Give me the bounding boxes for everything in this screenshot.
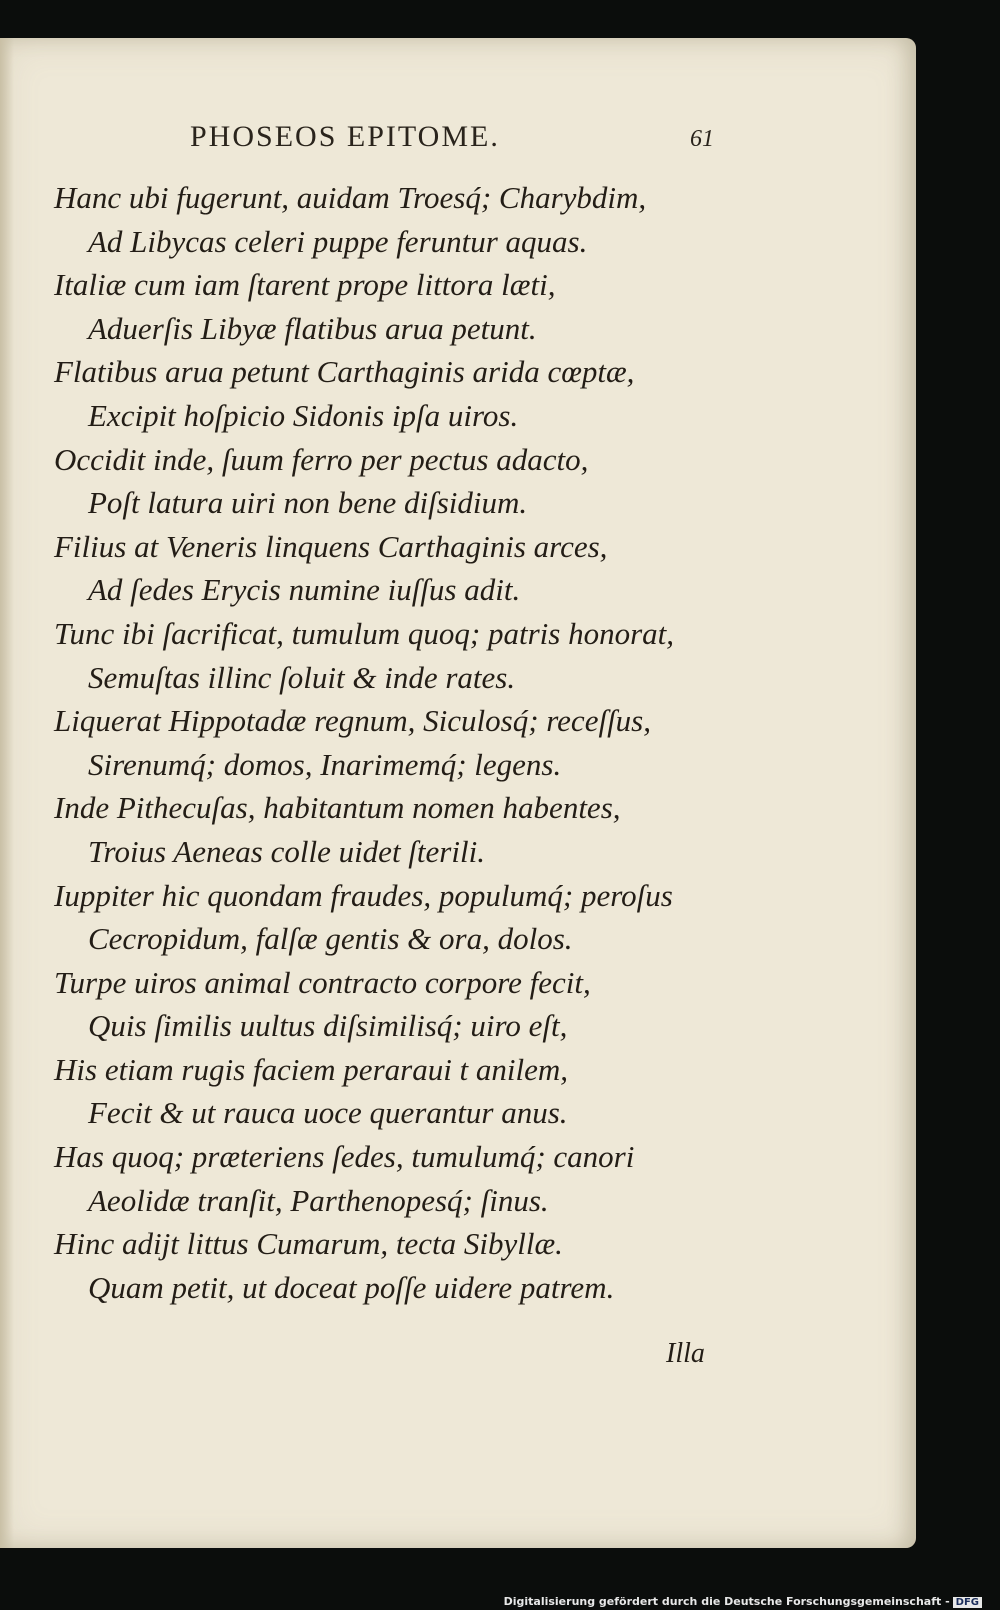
verse-line: Tunc ibi ſacrificat, tumulum quoq; patris honorat, [54,615,675,651]
page-header [180,120,740,170]
verse-line: Hinc adijt littus Cumarum, tecta Sibyllæ. [54,1226,563,1262]
verse-text [54,176,814,1309]
verse-line: Aeolidæ tranſit, Parthenopesq́; ſinus. [88,1182,549,1218]
verse-line: Quis ſimilis uultus diſsimilisq́; uiro eſt, [88,1008,568,1044]
verse-line: Hanc ubi fugerunt, auidam Troesq́; Charybdim, [54,180,647,215]
credit-text: Digitalisierung gefördert durch die Deutsche Forschungsgemeinschaft - [503,1595,950,1608]
running-title: PHOSEOS EPITOME. [190,120,500,153]
verse-line: Poſt latura uiri non bene diſsidium. [88,485,528,521]
verse-line: Italiæ cum iam ſtarent prope littora læti, [54,267,556,303]
verse-line: Excipit hoſpicio Sidonis ipſa uiros. [88,397,519,433]
verse-line: Has quoq; præteriens ſedes, tumulumq́; canori [54,1139,635,1175]
verse-line: Ad ſedes Erycis numine iuſſus adit. [88,572,521,608]
page-number: 61 [690,126,714,152]
verse-line: Quam petit, ut doceat poſſe uidere patrem. [88,1269,615,1305]
verse-line: Liquerat Hippotadæ regnum, Siculosq́; receſſus, [54,703,651,739]
dfg-logo: DFG [953,1597,982,1608]
verse-line: Semuſtas illinc ſoluit & inde rates. [88,659,516,695]
verse-line: Aduerſis Libyæ flatibus arua petunt. [88,310,537,346]
verse-line: Ad Libycas celeri puppe feruntur aquas. [88,223,588,259]
book-page [0,38,916,1548]
verse-line: Turpe uiros animal contracto corpore fecit, [54,964,591,1000]
verse-line: Iuppiter hic quondam fraudes, populumq́; peroſus [54,877,673,913]
verse-line: Inde Pithecuſas, habitantum nomen habentes, [54,790,621,826]
verse-line: Flatibus arua petunt Carthaginis arida cœptæ, [54,354,635,390]
catchword: Illa [666,1338,705,1369]
verse-line: Filius at Veneris linquens Carthaginis arces, [54,528,608,564]
verse-line: Occidit inde, ſuum ferro per pectus adacto, [54,441,589,477]
verse-line: Troius Aeneas colle uidet ſterili. [88,833,485,869]
verse-line: Sirenumq́; domos, Inarimemq́; legens. [88,746,562,782]
verse-line: Cecropidum, falſæ gentis & ora, dolos. [88,921,573,957]
verse-line: His etiam rugis faciem peraraui t anilem, [54,1051,569,1087]
verse-line: Fecit & ut rauca uoce querantur anus. [88,1095,568,1131]
digitization-credit [504,1595,982,1608]
